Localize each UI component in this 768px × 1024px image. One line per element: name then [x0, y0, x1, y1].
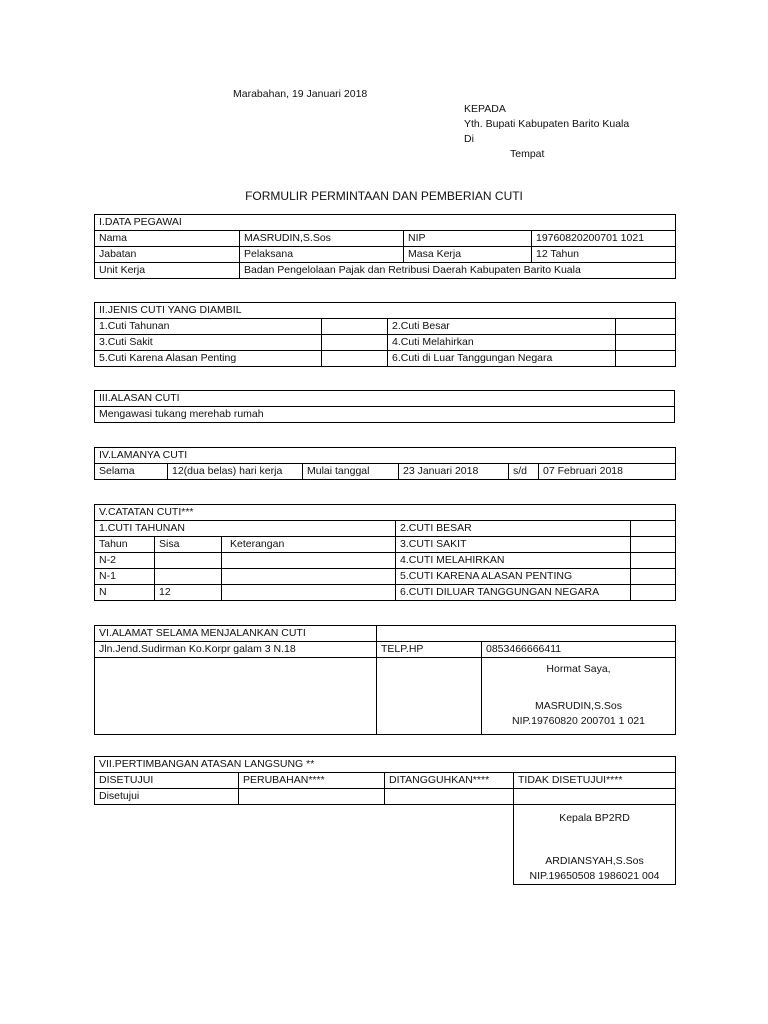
- table-row-tahun: N-1: [95, 569, 155, 585]
- section-alasan-cuti: [94, 390, 675, 423]
- cuti-alasan-penting-check[interactable]: [322, 351, 388, 367]
- address-blank: [95, 658, 377, 735]
- supervisor-nip: NIP.19650508 1986021 004: [529, 870, 660, 882]
- alasan-value: Mengawasi tukang merehab rumah: [95, 407, 675, 423]
- cuti-besar-note: [631, 521, 676, 537]
- heading-blank: [377, 626, 676, 642]
- table-row-tahun: N: [95, 585, 155, 601]
- section-heading: VII.PERTIMBANGAN ATASAN LANGSUNG **: [95, 757, 676, 773]
- perubahan-value: [239, 789, 385, 805]
- signature-space: [486, 677, 671, 699]
- table-row-keterangan: [222, 585, 396, 601]
- masa-kerja-label: Masa Kerja: [404, 247, 532, 263]
- col-disetujui: DISETUJUI: [95, 773, 239, 789]
- section-heading: V.CATATAN CUTI***: [95, 505, 676, 521]
- cuti-luar-tanggungan: 6.Cuti di Luar Tanggungan Negara: [388, 351, 616, 367]
- cuti-melahirkan-check[interactable]: [616, 335, 676, 351]
- masa-kerja-value: 12 Tahun: [532, 247, 676, 263]
- blank-area: [95, 805, 514, 885]
- address-value: Jln.Jend.Sudirman Ko.Korpr galam 3 N.18: [95, 642, 377, 658]
- supervisor-title: Kepala BP2RD: [559, 812, 630, 824]
- mulai-label: Mulai tanggal: [303, 464, 399, 480]
- cuti-alasan-penting: 5.Cuti Karena Alasan Penting: [95, 351, 322, 367]
- cuti-diluar-note: [631, 585, 676, 601]
- section-heading: II.JENIS CUTI YANG DIAMBIL: [95, 303, 676, 319]
- disetujui-value: Disetujui: [95, 789, 239, 805]
- col-keterangan: Keterangan: [222, 537, 396, 553]
- nip-label: NIP: [404, 231, 532, 247]
- cuti-diluar-label: 6.CUTI DILUAR TANGGUNGAN NEGARA: [396, 585, 631, 601]
- jabatan-label: Jabatan: [95, 247, 240, 263]
- nama-value: MASRUDIN,S.Sos: [240, 231, 404, 247]
- selama-value: 12(dua belas) hari kerja: [168, 464, 303, 480]
- cuti-besar-check[interactable]: [616, 319, 676, 335]
- start-date: 23 Januari 2018: [399, 464, 509, 480]
- section-heading: I.DATA PEGAWAI: [95, 215, 676, 231]
- applicant-signature: [482, 658, 676, 735]
- telp-value: 0853466666411: [482, 642, 676, 658]
- cuti-penting-note: [631, 569, 676, 585]
- table-row-sisa: [155, 553, 222, 569]
- section-heading: IV.LAMANYA CUTI: [95, 448, 676, 464]
- col-tahun: Tahun: [95, 537, 155, 553]
- cuti-sakit-note: [631, 537, 676, 553]
- telp-label: TELP.HP: [377, 642, 482, 658]
- cuti-luar-tanggungan-check[interactable]: [616, 351, 676, 367]
- unit-kerja-value: Badan Pengelolaan Pajak dan Retribusi Daerah Kabupaten Barito Kuala: [240, 263, 676, 279]
- place-date: Marabahan, 19 Januari 2018: [233, 88, 368, 100]
- table-row-sisa: 12: [155, 585, 222, 601]
- cuti-besar: 2.Cuti Besar: [388, 319, 616, 335]
- nip-value: 19760820200701 1021: [532, 231, 676, 247]
- recipient-di: Di: [464, 133, 474, 145]
- section-alamat-cuti: [94, 625, 676, 735]
- tidak-disetujui-value: [514, 789, 676, 805]
- col-tidak-disetujui: TIDAK DISETUJUI****: [514, 773, 676, 789]
- recipient-name: Yth. Bupati Kabupaten Barito Kuala: [464, 118, 630, 130]
- selama-label: Selama: [95, 464, 168, 480]
- section-pertimbangan-atasan: [94, 756, 676, 885]
- supervisor-name: ARDIANSYAH,S.Sos: [545, 855, 644, 867]
- cuti-sakit-check[interactable]: [322, 335, 388, 351]
- telp-blank: [377, 658, 482, 735]
- signature-space: [518, 826, 671, 854]
- form-title: FORMULIR PERMINTAAN DAN PEMBERIAN CUTI: [245, 189, 523, 203]
- recipient-place: Tempat: [510, 148, 545, 160]
- ditangguhkan-value: [385, 789, 514, 805]
- jabatan-value: Pelaksana: [240, 247, 404, 263]
- supervisor-signature: [514, 805, 676, 885]
- nama-label: Nama: [95, 231, 240, 247]
- recipient-label: KEPADA: [464, 103, 506, 115]
- table-row-keterangan: [222, 553, 396, 569]
- cuti-sakit-label: 3.CUTI SAKIT: [396, 537, 631, 553]
- section-jenis-cuti: [94, 302, 676, 367]
- section-heading: III.ALASAN CUTI: [95, 391, 675, 407]
- cuti-tahunan-check[interactable]: [322, 319, 388, 335]
- cuti-melahirkan-label: 4.CUTI MELAHIRKAN: [396, 553, 631, 569]
- table-row-keterangan: [222, 569, 396, 585]
- col-perubahan: PERUBAHAN****: [239, 773, 385, 789]
- section-lamanya-cuti: [94, 447, 676, 480]
- cuti-melahirkan-note: [631, 553, 676, 569]
- cuti-besar-label: 2.CUTI BESAR: [396, 521, 631, 537]
- end-date: 07 Februari 2018: [539, 464, 676, 480]
- applicant-name: MASRUDIN,S.Sos: [535, 700, 622, 712]
- cuti-melahirkan: 4.Cuti Melahirkan: [388, 335, 616, 351]
- unit-kerja-label: Unit Kerja: [95, 263, 240, 279]
- table-row-tahun: N-2: [95, 553, 155, 569]
- cuti-sakit: 3.Cuti Sakit: [95, 335, 322, 351]
- section-data-pegawai: [94, 214, 676, 279]
- closing-text: Hormat Saya,: [546, 663, 611, 675]
- sd-label: s/d: [509, 464, 539, 480]
- applicant-nip: NIP.19760820 200701 1 021: [512, 715, 645, 727]
- col-ditangguhkan: DITANGGUHKAN****: [385, 773, 514, 789]
- section-heading: VI.ALAMAT SELAMA MENJALANKAN CUTI: [95, 626, 377, 642]
- table-row-sisa: [155, 569, 222, 585]
- cuti-tahunan-header: 1.CUTI TAHUNAN: [95, 521, 396, 537]
- cuti-penting-label: 5.CUTI KARENA ALASAN PENTING: [396, 569, 631, 585]
- cuti-tahunan: 1.Cuti Tahunan: [95, 319, 322, 335]
- section-catatan-cuti: [94, 504, 676, 601]
- col-sisa: Sisa: [155, 537, 222, 553]
